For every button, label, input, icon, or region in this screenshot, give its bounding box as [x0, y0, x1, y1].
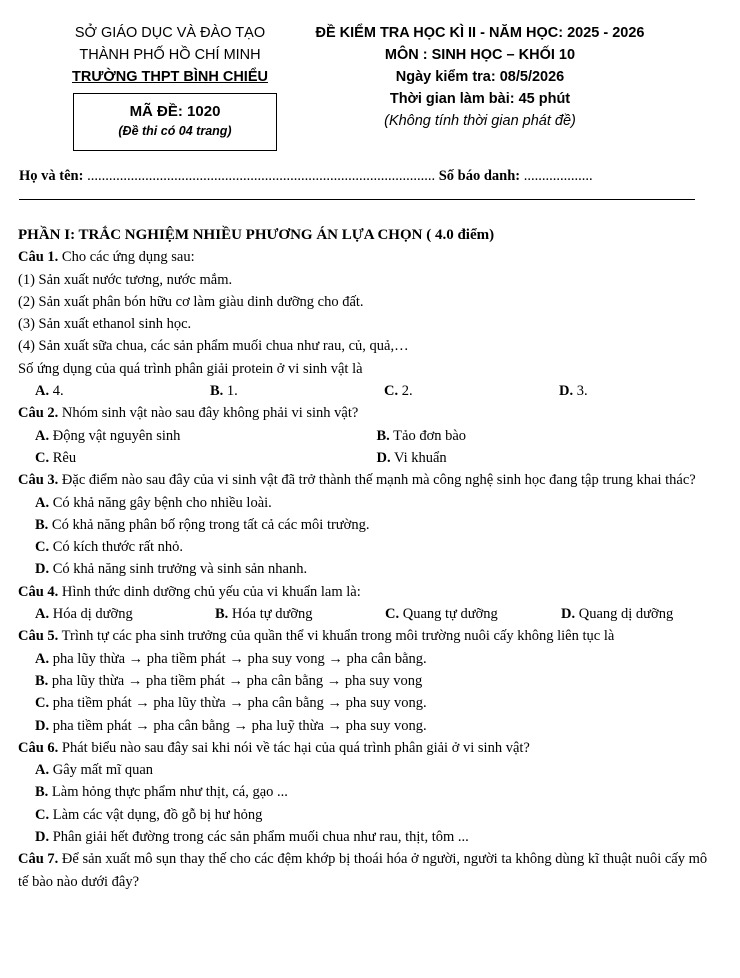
option-a[interactable]: A. pha lũy thừa → pha tiềm phát → pha suy vong → pha cân bằng.: [35, 650, 427, 667]
question-2: [18, 402, 718, 469]
question-4: [18, 581, 718, 626]
option-d[interactable]: D. Phân giải hết đường trong các sản phẩm muối chua như rau, thịt, tôm ...: [35, 829, 469, 846]
option-a[interactable]: A. Có khả năng gây bệnh cho nhiều loài.: [35, 494, 272, 511]
option-b[interactable]: B. Tảo đơn bào: [376, 427, 467, 444]
question-text: Để sản xuất mô sụn thay thế cho các đệm khớp bị thoái hóa ở người, người ta không dùng kĩ thuật nuôi cấy mô tế bào nào dưới đây?: [18, 851, 708, 890]
school-name: TRƯỜNG THPT BÌNH CHIỂU: [72, 69, 268, 85]
exam-subject: MÔN : SINH HỌC – KHỐI 10: [384, 47, 576, 63]
department-name: SỞ GIÁO DỤC VÀ ĐÀO TẠO: [74, 25, 266, 41]
option-b[interactable]: B. 1.: [210, 383, 238, 400]
exam-header: [290, 22, 670, 132]
question-text: Trình tự các pha sinh trưởng của quần thể vi khuẩn trong môi trường nuôi cấy không liên tục là: [58, 628, 615, 645]
question-number: Câu 7.: [18, 851, 59, 868]
option-c[interactable]: C. Làm các vật dụng, đồ gỗ bị hư hỏng: [35, 806, 263, 823]
options-row: [18, 447, 718, 469]
option-c[interactable]: C. pha tiềm phát → pha lũy thừa → pha cân bằng → pha suy vong.: [35, 695, 427, 712]
name-field[interactable]: ................................................................................................: [87, 168, 436, 184]
candidate-id-label: Số báo danh:: [438, 168, 521, 184]
options-row: [18, 603, 718, 625]
option-c[interactable]: C. Rêu: [35, 449, 77, 466]
list-item: (4) Sản xuất sữa chua, các sản phẩm muối chua như rau, củ, quả,…: [18, 338, 409, 355]
option-b[interactable]: B. pha lũy thừa → pha tiềm phát → pha cân bằng → pha suy vong: [35, 672, 423, 689]
option-c[interactable]: C. 2.: [384, 383, 413, 400]
question-number: Câu 2.: [18, 405, 59, 422]
option-c[interactable]: C. Quang tự dưỡng: [385, 606, 498, 623]
question-number: Câu 4.: [18, 583, 59, 600]
option-d[interactable]: D. pha tiềm phát → pha cân bằng → pha luỹ thừa → pha suy vong.: [35, 717, 427, 734]
school-header: [40, 22, 300, 88]
list-item: (2) Sản xuất phân bón hữu cơ làm giàu dinh dưỡng cho đất.: [18, 293, 364, 310]
option-a[interactable]: A. Hóa dị dưỡng: [35, 606, 133, 623]
duration-note: (Không tính thời gian phát đề): [384, 113, 576, 129]
option-c[interactable]: C. Có kích thước rất nhỏ.: [35, 539, 184, 556]
question-6: [18, 737, 718, 848]
student-info-line: [19, 168, 593, 185]
list-item: (1) Sản xuất nước tương, nước mắm.: [18, 271, 233, 288]
option-b[interactable]: B. Hóa tự dưỡng: [215, 606, 313, 623]
question-stem: Số ứng dụng của quá trình phân giải protein ở vi sinh vật là: [18, 360, 363, 377]
exam-duration: Thời gian làm bài: 45 phút: [389, 91, 571, 107]
candidate-id-field[interactable]: ...................: [523, 168, 593, 184]
question-5: [18, 625, 718, 736]
options-row: [18, 425, 718, 447]
question-text: Hình thức dinh dưỡng chủ yếu của vi khuẩn lam là:: [58, 583, 361, 600]
list-item: (3) Sản xuất ethanol sinh học.: [18, 316, 192, 333]
exam-content: [18, 224, 718, 893]
city-name: THÀNH PHỐ HỒ CHÍ MINH: [79, 47, 261, 63]
option-d[interactable]: D. 3.: [559, 383, 588, 400]
question-text: Nhóm sinh vật nào sau đây không phải vi sinh vật?: [58, 405, 359, 422]
question-text: Phát biểu nào sau đây sai khi nói về tác hại của quá trình phân giải ở vi sinh vật?: [58, 739, 530, 756]
question-number: Câu 3.: [18, 472, 59, 489]
section-title: PHẦN I: TRẮC NGHIỆM NHIỀU PHƯƠNG ÁN LỰA CHỌN ( 4.0 điểm): [18, 227, 495, 243]
header-divider: [19, 199, 695, 200]
question-text: Cho các ứng dụng sau:: [58, 249, 195, 266]
exam-date: Ngày kiểm tra: 08/5/2026: [395, 69, 565, 85]
option-d[interactable]: D. Quang dị dưỡng: [561, 606, 674, 623]
question-text: Đặc điểm nào sau đây của vi sinh vật đã trở thành thế mạnh mà công nghệ sinh học đang tập trung khai thác?: [58, 472, 696, 489]
option-b[interactable]: B. Có khả năng phân bố rộng trong tất cả các môi trường.: [35, 516, 370, 533]
option-a[interactable]: A. Gây mất mĩ quan: [35, 762, 154, 779]
page-count-note: (Đề thi có 04 trang): [118, 124, 232, 138]
exam-code-box: [73, 93, 277, 151]
question-number: Câu 6.: [18, 739, 59, 756]
option-a[interactable]: A. Động vật nguyên sinh: [35, 427, 181, 444]
question-number: Câu 1.: [18, 249, 59, 266]
option-b[interactable]: B. Làm hỏng thực phẩm như thịt, cá, gạo ...: [35, 784, 288, 801]
question-7: [18, 848, 718, 893]
question-number: Câu 5.: [18, 628, 59, 645]
options-row: [18, 380, 718, 402]
option-a[interactable]: A. 4.: [35, 383, 64, 400]
question-1: [18, 246, 718, 402]
option-d[interactable]: D. Có khả năng sinh trưởng và sinh sản nhanh.: [35, 561, 308, 578]
question-3: [18, 469, 718, 580]
option-d[interactable]: D. Vi khuẩn: [376, 449, 447, 466]
exam-title: ĐỀ KIỂM TRA HỌC KÌ II - NĂM HỌC: 2025 - 2026: [315, 25, 645, 41]
name-label: Họ và tên:: [19, 168, 84, 184]
exam-code: MÃ ĐỀ: 1020: [129, 103, 221, 120]
